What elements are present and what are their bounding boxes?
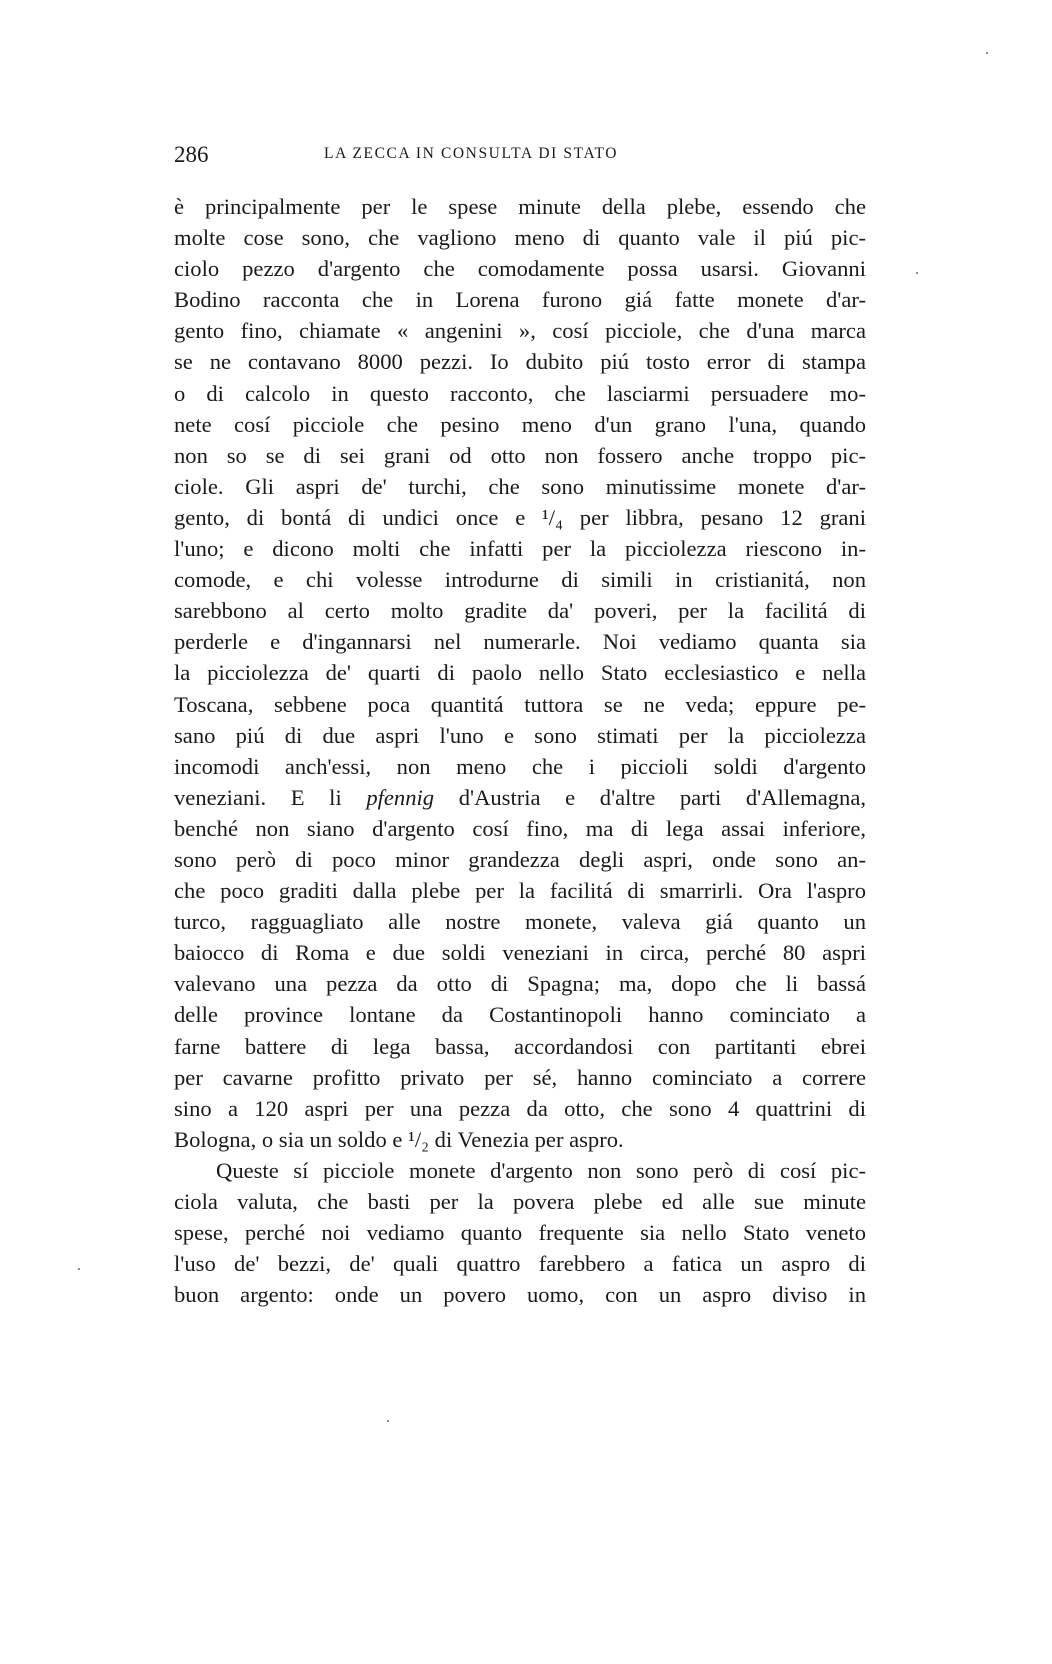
text-line: Bologna, o sia un soldo e ¹/₂ di Venezia per aspro. [174, 1126, 624, 1152]
text-line: per cavarne profitto privato per sé, hanno cominciato a correre [174, 1064, 866, 1090]
text-line: se ne contavano 8000 pezzi. Io dubito piú tosto error di stampa [174, 349, 866, 375]
text-line: sarebbono al certo molto gradite da' poveri, per la facilitá di [174, 598, 866, 624]
text-segment: d'Austria e d'altre parti d'Allemagna, [434, 784, 866, 810]
text-line: o di calcolo in questo racconto, che lasciarmi persuadere mo- [174, 380, 866, 406]
text-line: buon argento: onde un povero uomo, con un aspro diviso in [174, 1282, 866, 1308]
text-line: gento fino, chiamate « angenini », cosí picciole, che d'una marca [174, 318, 866, 344]
text-line: sano piú di due aspri l'uno e sono stimati per la picciolezza [174, 722, 866, 748]
text-line: spese, perché noi vediamo quanto frequente sia nello Stato veneto [174, 1220, 866, 1246]
body-text [174, 191, 866, 1310]
text-line: sino a 120 aspri per una pezza da otto, che sono 4 quattrini di [174, 1095, 866, 1121]
text-line: benché non siano d'argento cosí fino, ma di lega assai inferiore, [174, 815, 866, 841]
text-line: delle province lontane da Costantinopoli hanno cominciato a [174, 1002, 866, 1028]
text-line: gento, di bontá di undici once e ¹/₄ per libbra, pesano 12 grani [174, 504, 866, 530]
running-title: LA ZECCA IN CONSULTA DI STATO [324, 145, 619, 162]
text-line: l'uno; e dicono molti che infatti per la picciolezza riescono in- [174, 536, 866, 562]
text-line: non so se di sei grani od otto non fossero anche troppo pic- [174, 442, 866, 468]
text-line: perderle e d'ingannarsi nel numerarle. Noi vediamo quanta sia [174, 629, 866, 655]
scan-speck [78, 1268, 80, 1270]
running-head [174, 142, 866, 172]
text-line: valevano una pezza da otto di Spagna; ma, dopo che li bassá [174, 971, 866, 997]
text-line: che poco graditi dalla plebe per la facilitá di smarrirli. Ora l'aspro [174, 878, 866, 904]
paragraph-1 [174, 191, 866, 1155]
text-line: ciola valuta, che basti per la povera plebe ed alle sue minute [174, 1189, 866, 1214]
text-line: baiocco di Roma e due soldi veneziani in circa, perché 80 aspri [174, 940, 866, 966]
text-line: ciolo pezzo d'argento che comodamente possa usarsi. Giovanni [174, 256, 866, 282]
paragraph-2 [174, 1155, 866, 1310]
text-line: l'uso de' bezzi, de' quali quattro farebbero a fatica un aspro di [174, 1251, 866, 1277]
text-line: ciole. Gli aspri de' turchi, che sono minutissime monete d'ar- [174, 473, 866, 499]
italic-word-pfennig: pfennig [366, 784, 435, 810]
text-line: Bodino racconta che in Lorena furono giá fatte monete d'ar- [174, 287, 866, 313]
text-line: Toscana, sebbene poca quantitá tuttora se ne veda; eppure pe- [174, 691, 866, 717]
text-line: turco, ragguagliato alle nostre monete, valeva giá quanto un [174, 909, 866, 935]
text-line: la picciolezza de' quarti di paolo nello Stato ecclesiastico e nella [174, 660, 866, 686]
text-line: Queste sí picciole monete d'argento non sono però di cosí pic- [216, 1157, 866, 1183]
text-line: nete cosí picciole che pesino meno d'un grano l'una, quando [174, 411, 866, 437]
text-segment: veneziani. E li [174, 784, 367, 810]
text-line [174, 782, 866, 813]
text-line: sono però di poco minor grandezza degli aspri, onde sono an- [174, 846, 866, 872]
text-line: farne battere di lega bassa, accordandosi con partitanti ebrei [174, 1033, 866, 1059]
scan-speck [916, 272, 918, 274]
text-line: incomodi anch'essi, non meno che i piccioli soldi d'argento [174, 753, 866, 779]
scan-speck [986, 52, 988, 54]
scan-speck [387, 1420, 389, 1422]
page-number: 286 [174, 142, 209, 167]
text-line: molte cose sono, che vagliono meno di quanto vale il piú pic- [174, 225, 866, 251]
text-line: è principalmente per le spese minute della plebe, essendo che [174, 194, 866, 219]
text-line: comode, e chi volesse introdurne di simili in cristianitá, non [174, 567, 866, 593]
